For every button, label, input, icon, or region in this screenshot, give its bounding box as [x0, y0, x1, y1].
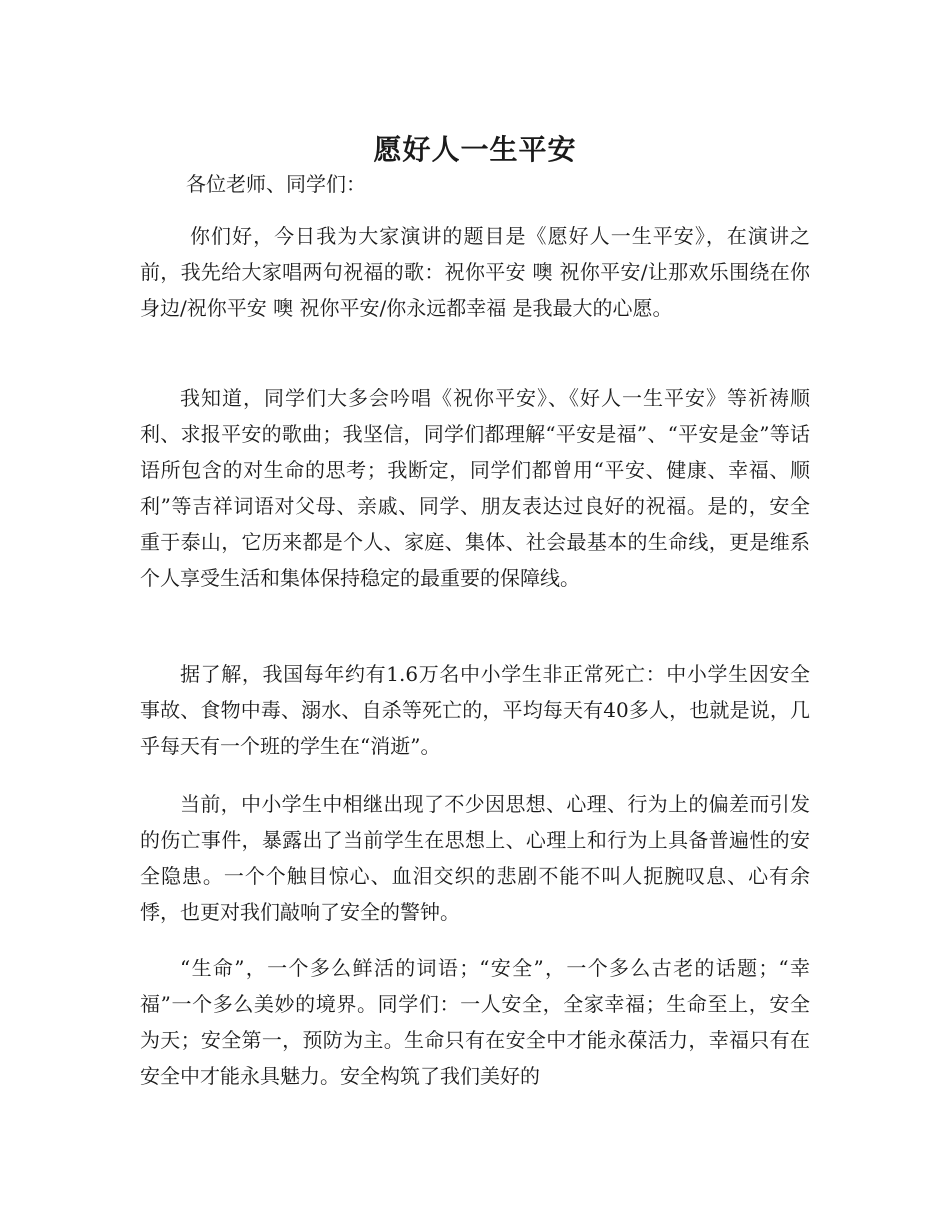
paragraph-4: 当前，中小学生中相继出现了不少因思想、心理、行为上的偏差而引发的伤亡事件，暴露出了当前学生在思想上、心理上和行为上具备普遍性的安全隐患。一个个触目惊心、血泪交织的悲剧不能不叫人扼腕叹息、心有余悸，也更对我们敲响了安全的警钟。 [140, 792, 810, 924]
paragraph-1: 你们好，今日我为大家演讲的题目是《愿好人一生平安》，在演讲之前，我先给大家唱两句祝福的歌：祝你平安 噢 祝你平安/让那欢乐围绕在你身边/祝你平安 噢 祝你平安/你永远都幸福 是我最大的心愿。 [140, 224, 810, 320]
paragraph-5: “生命”，一个多么鲜活的词语；“安全”，一个多么古老的话题；“幸福”一个多么美妙的境界。同学们：一人安全，全家幸福；生命至上，安全为天；安全第一，预防为主。生命只有在安全中才能永葆活力，幸福只有在安全中才能永具魅力。安全构筑了我们美好的 [140, 956, 810, 1088]
document-title: 愿好人一生平安 [373, 132, 577, 166]
paragraph-3: 据了解，我国每年约有1.6万名中小学生非正常死亡：中小学生因安全事故、食物中毒、溺水、自杀等死亡的，平均每天有40多人，也就是说，几乎每天有一个班的学生在“消逝”。 [140, 662, 810, 758]
paragraph-2: 我知道，同学们大多会吟唱《祝你平安》、《好人一生平安》等祈祷顺利、求报平安的歌曲；我坚信，同学们都理解“平安是福”、“平安是金”等话语所包含的对生命的思考；我断定，同学们都曾用“平安、健康、幸福、顺利”等吉祥词语对父母、亲戚、同学、朋友表达过良好的祝福。是的，安全重于泰山，它历来都是个人、家庭、集体、社会最基本的生命线，更是维系个人享受生活和集体保持稳定的最重要的保障线。 [140, 386, 810, 590]
salutation: 各位老师、同学们： [186, 172, 366, 196]
